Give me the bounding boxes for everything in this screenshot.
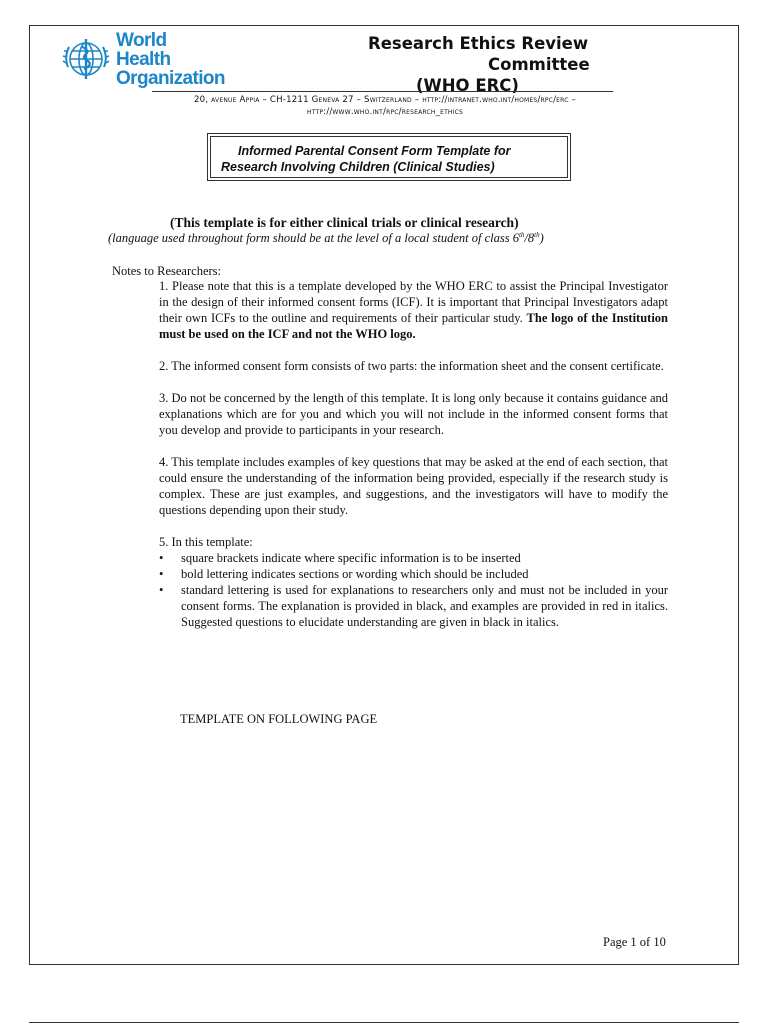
notes-heading: Notes to Researchers: [112, 264, 221, 278]
template-scope-note: (This template is for either clinical trials or clinical research) [170, 215, 519, 230]
note-1: 1. Please note that this is a template developed by the WHO ERC to assist the Principal Investigator in the design of their informed consent forms (ICF). It is important that Principal Investigators adapt their own ICFs to the outline and requirements of their particular study. The logo of the Institution must be used on the ICF and not the WHO logo. [159, 279, 669, 341]
document-title-box [207, 133, 571, 181]
template-following-page-note: TEMPLATE ON FOLLOWING PAGE [180, 712, 378, 726]
list-item: • square brackets indicate where specific information is to be inserted [159, 550, 668, 566]
note-3: 3. Do not be concerned by the length of this template. It is long only because it contains guidance and explanations which are for you and which you will not include in the informed consent forms that you develop and provide to participants in your research. [159, 391, 668, 437]
note-5 [159, 534, 668, 630]
committee-title: Research Ethics Review Committee (WHO ERC) [368, 34, 590, 95]
note-5-bullets [159, 550, 668, 630]
who-wordmark: World Health Organization [116, 29, 225, 89]
note-2: 2. The informed consent form consists of two parts: the information sheet and the consent certificate. [159, 359, 664, 373]
document-title-line-2: Research Involving Children (Clinical Studies) [221, 160, 495, 174]
note-4: 4. This template includes examples of key questions that may be asked at the end of each section, that could ensure the understanding of the information being provided, especially if the research study is complex. These are just examples, and suggestions, and the investigators will have to modify the questions depending upon their study. [159, 455, 668, 517]
who-logo [60, 29, 225, 89]
language-level-note: (language used throughout form should be at the level of a local student of class 6th/8th) [108, 231, 544, 246]
list-item: • bold lettering indicates sections or wording which should be included [159, 566, 668, 582]
who-emblem-icon [60, 33, 112, 85]
list-item: • standard lettering is used for explanations to researchers only and must not be included in your consent forms. The explanation is provided in black, and examples are provided in red in italics. Suggested questions to elucidate understanding are given in black in italics. [159, 582, 668, 630]
page-break-line [29, 1022, 739, 1023]
address-block: 20, avenue Appia – CH-1211 Geneva 27 – Switzerland – http://intranet.who.int/homes/rpc/erc – http://www.who.int/rpc/research_ethics [193, 95, 577, 117]
document-title-line-1: Informed Parental Consent Form Template for [238, 144, 511, 158]
page-number: Page 1 of 10 [603, 935, 666, 949]
header-divider [152, 91, 613, 92]
note-5-intro: 5. In this template: [159, 535, 253, 549]
notes-to-researchers [159, 278, 668, 630]
